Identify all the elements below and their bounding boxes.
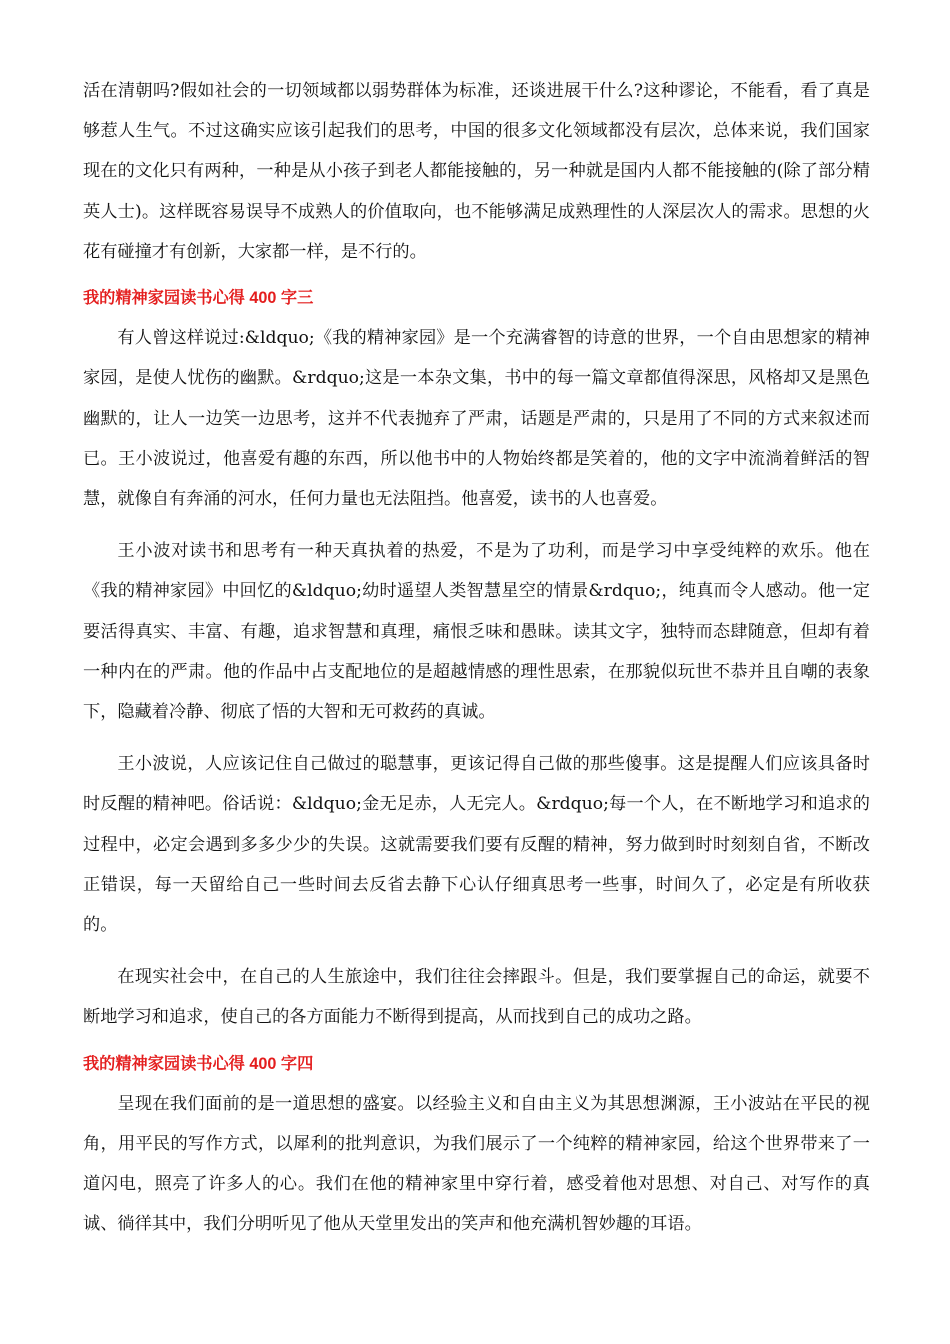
paragraph: 王小波对读书和思考有一种天真执着的热爱，不是为了功利，而是学习中享受纯粹的欢乐。他在《我的精神家园》中回忆的&ldquo;幼时遥望人类智慧星空的情景&rdquo;，纯真而令人感动。他一定要活得真实、丰富、有趣，追求智慧和真理，痛恨乏味和愚昧。读其文字，独特而态肆随意，但却有着一种内在的严肃。他的作品中占支配地位的是超越情感的理性思索，在那貌似玩世不恭并且自嘲的表象下，隐藏着冷静、彻底了悟的大智和无可救药的真诚。 — [83, 541, 870, 723]
section-heading-3: 我的精神家园读书心得 400 字三 — [83, 289, 314, 308]
paragraph: 王小波说，人应该记住自己做过的聪慧事，更该记得自己做的那些傻事。这是提醒人们应该具备时时反醒的精神吧。俗话说：&ldquo;金无足赤，人无完人。&rdquo;每一个人，在不断地学习和追求的过程中，必定会遇到多多少少的失误。这就需要我们要有反醒的精神，努力做到时时刻刻自省，不断改正错误，每一天留给自己一些时间去反省去静下心认仔细真思考一些事，时间久了，必定是有所收获的。 — [83, 754, 870, 936]
document-page — [83, 71, 870, 1245]
paragraph: 有人曾这样说过:&ldquo;《我的精神家园》是一个充满睿智的诗意的世界，一个自由思想家的精神家园，是使人忧伤的幽默。&rdquo;这是一本杂文集，书中的每一篇文章都值得深思，风格却又是黑色幽默的，让人一边笑一边思考，这并不代表抛弃了严肃，话题是严肃的，只是用了不同的方式来叙述而已。王小波说过，他喜爱有趣的东西，所以他书中的人物始终都是笑着的，他的文字中流淌着鲜活的智慧，就像自有奔涌的河水，任何力量也无法阻挡。他喜爱，读书的人也喜爱。 — [83, 328, 870, 510]
section-heading-4: 我的精神家园读书心得 400 字四 — [83, 1054, 314, 1073]
paragraph-continued: 活在清朝吗?假如社会的一切领域都以弱势群体为标准，还谈进展干什么?这种谬论，不能看，看了真是够惹人生气。不过这确实应该引起我们的思考，中国的很多文化领域都没有层次，总体来说，我们国家现在的文化只有两种，一种是从小孩子到老人都能接触的，另一种就是国内人都不能接触的(除了部分精英人士)。这样既容易误导不成熟人的价值取向，也不能够满足成熟理性的人深层次人的需求。思想的火花有碰撞才有创新，大家都一样，是不行的。 — [83, 81, 870, 262]
paragraph: 在现实社会中，在自己的人生旅途中，我们往往会摔跟斗。但是，我们要掌握自己的命运，就要不断地学习和追求，使自己的各方面能力不断得到提高，从而找到自己的成功之路。 — [83, 967, 870, 1028]
paragraph: 呈现在我们面前的是一道思想的盛宴。以经验主义和自由主义为其思想渊源，王小波站在平民的视角，用平民的写作方式，以犀利的批判意识，为我们展示了一个纯粹的精神家园，给这个世界带来了一道闪电，照亮了许多人的心。我们在他的精神家里中穿行着，感受着他对思想、对自己、对写作的真诚、徜徉其中，我们分明听见了他从天堂里发出的笑声和他充满机智妙趣的耳语。 — [83, 1093, 870, 1235]
